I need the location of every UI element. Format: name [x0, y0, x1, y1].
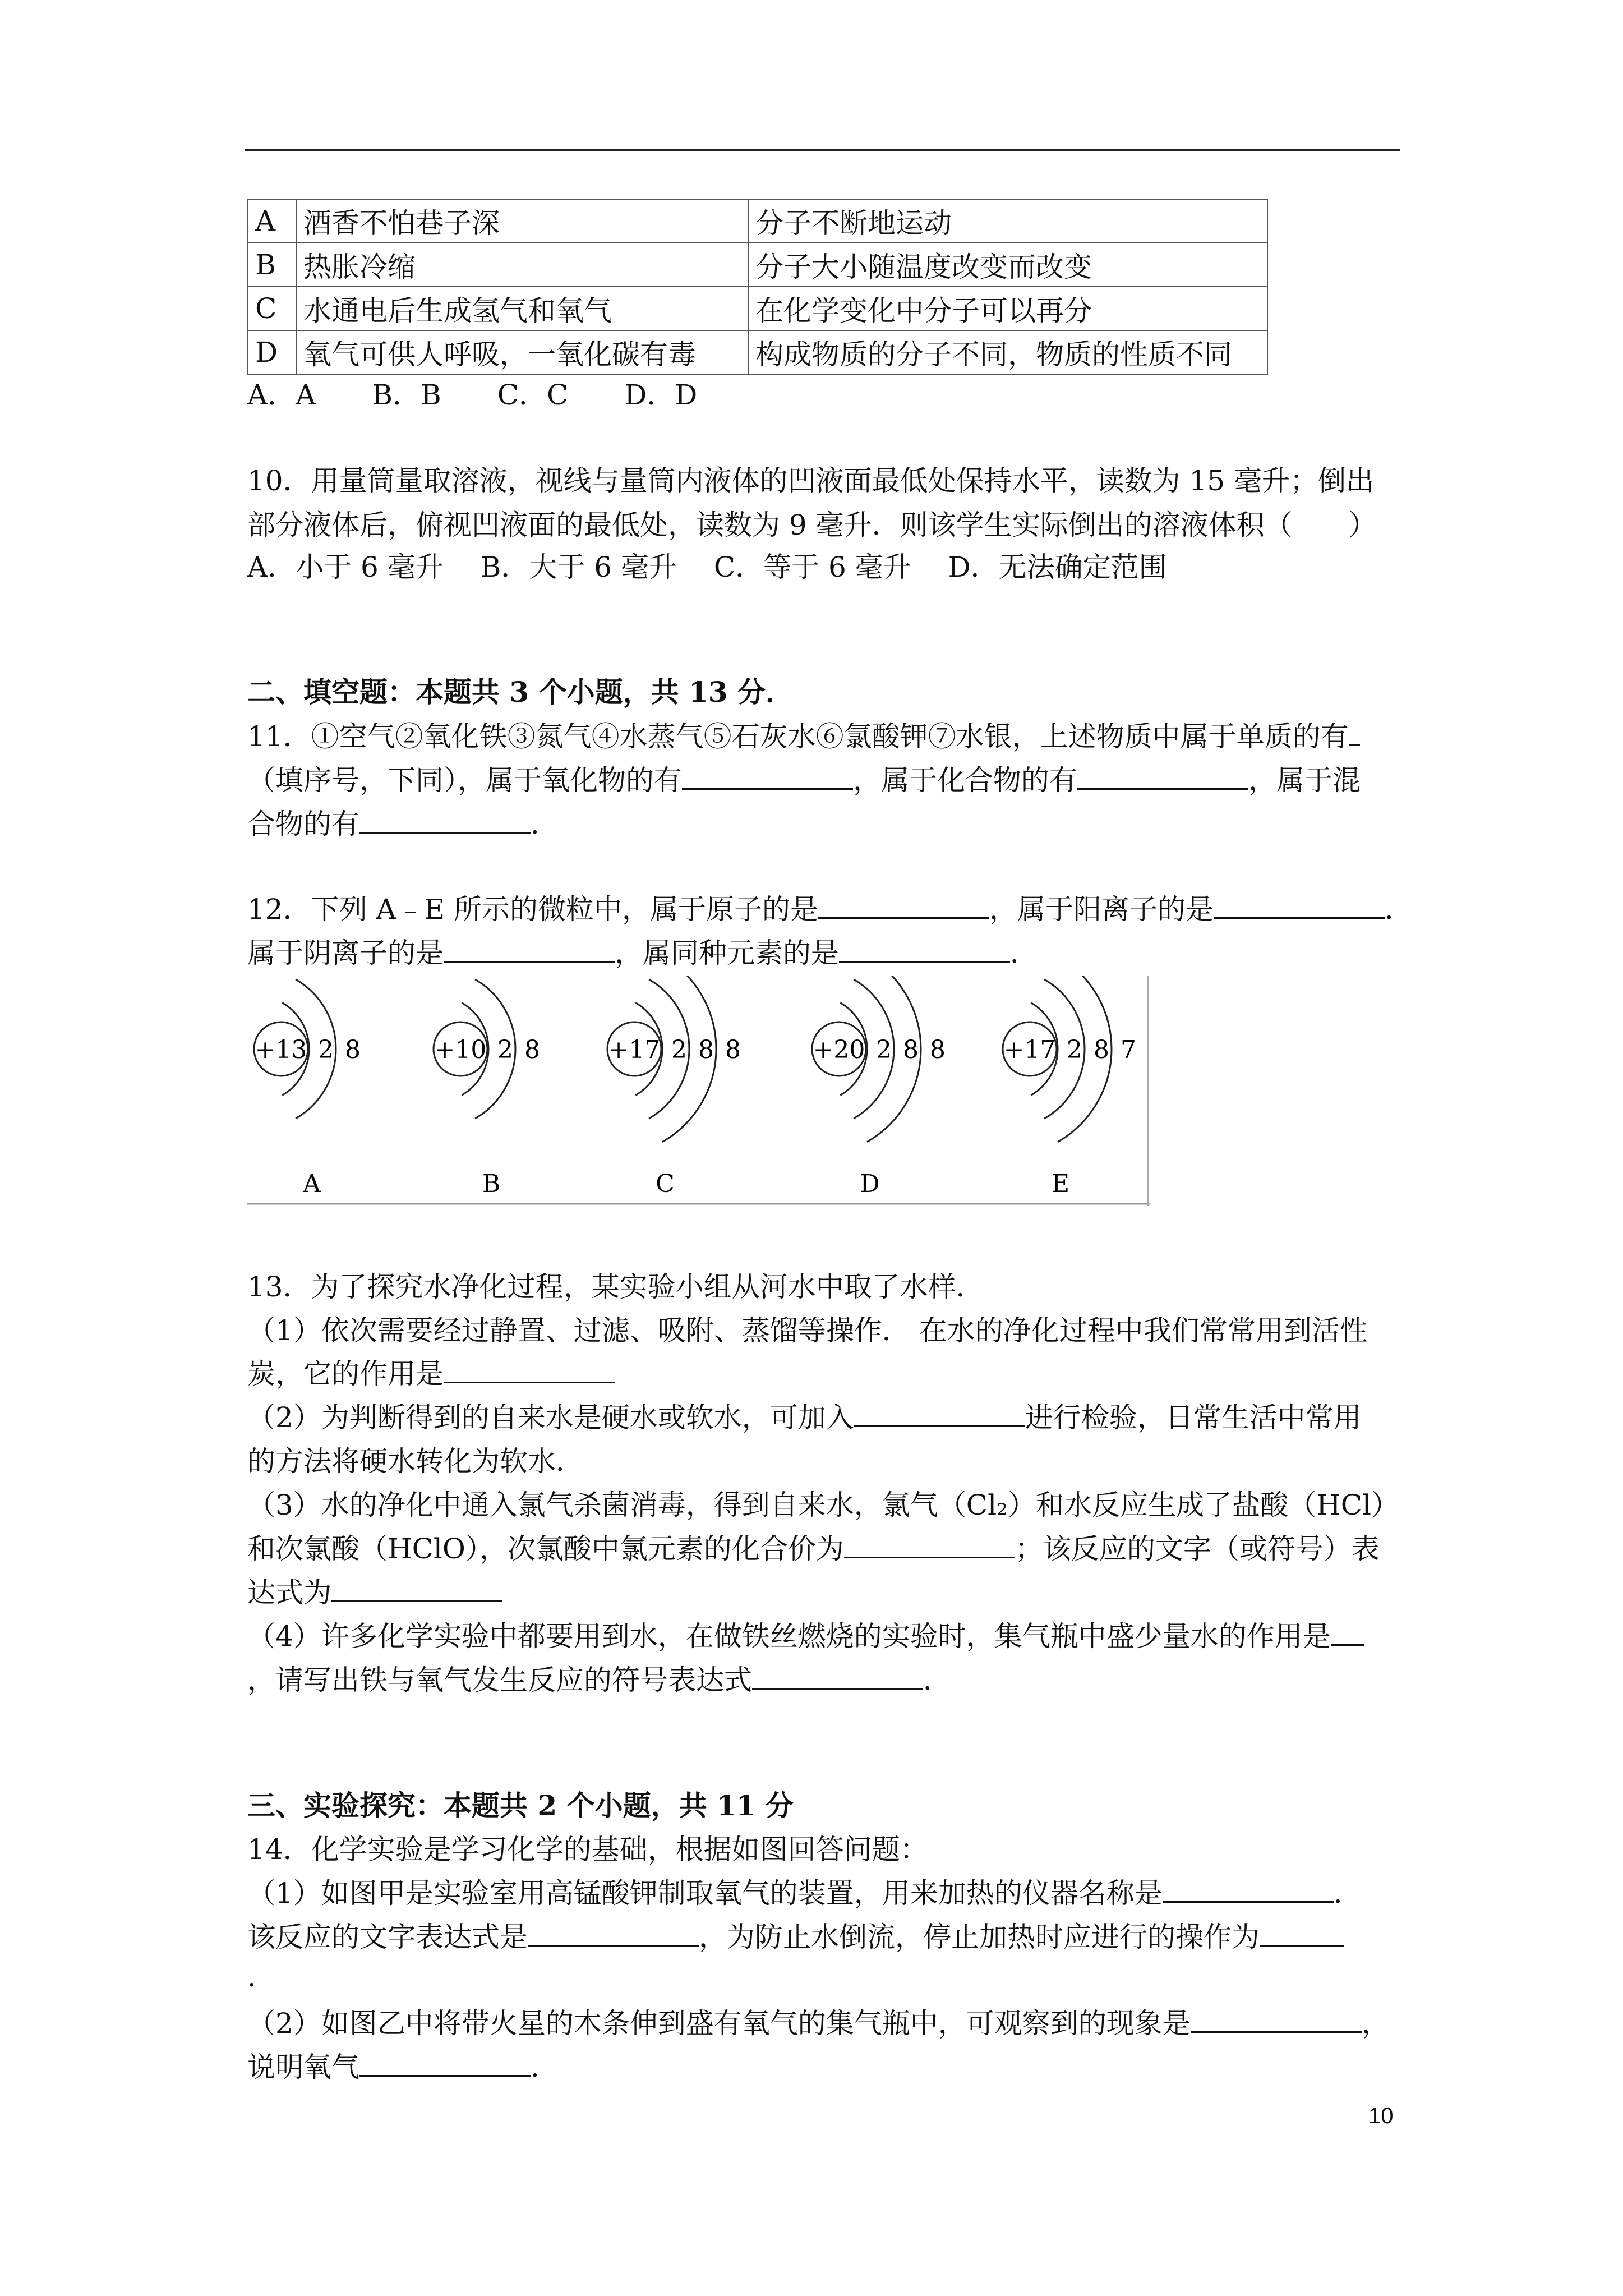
q13-text: ；该反应的文字（或符号）表 [1015, 1533, 1380, 1565]
q13-text: 进行检验，日常生活中常用 [1025, 1401, 1362, 1434]
q13-text: （4）许多化学实验中都要用到水，在做铁丝燃烧的实验时，集气瓶中盛少量水的作用是 [247, 1620, 1331, 1653]
answer-blank [331, 1572, 502, 1602]
particle-b [434, 979, 540, 1198]
q14-text: 说明氧气 [247, 2051, 359, 2083]
q13-text: （2）为判断得到的自来水是硬水或软水，可加入 [247, 1401, 854, 1434]
shell-electron-count: 8 [930, 1036, 946, 1064]
answer-blank [1331, 1616, 1364, 1646]
row-fact: 水通电后生成氢气和氧气 [296, 287, 748, 330]
q13-p3a: （3）水的净化中通入氯气杀菌消毒，得到自来水，氯气（Cl₂）和水反应生成了盐酸（HCl） [247, 1489, 1399, 1521]
section2-heading: 二、填空题：本题共 3 个小题，共 13 分． [247, 675, 794, 708]
q13-text: 炭，它的作用是 [247, 1358, 444, 1390]
q13-p2a [247, 1396, 1362, 1439]
q13-text: ． [923, 1664, 951, 1696]
q11-line3 [247, 802, 559, 846]
answer-blank [444, 933, 615, 963]
nucleus-charge: +10 [434, 1036, 487, 1064]
row-explanation: 分子不断地运动 [748, 199, 1267, 243]
particle-label: C [656, 1170, 675, 1198]
q11-text: ，属于混 [1248, 764, 1361, 797]
shell-electron-count: 8 [725, 1036, 741, 1064]
particle-label: B [482, 1170, 501, 1198]
row-explanation: 构成物质的分子不同，物质的性质不同 [748, 330, 1267, 374]
q14-p1c: ． [247, 1961, 275, 1993]
q13-intro: 13．为了探究水净化过程，某实验小组从河水中取了水样． [247, 1271, 984, 1303]
nucleus-charge: +13 [255, 1036, 307, 1064]
q10-line1: 10．用量筒量取溶液，视线与量筒内液体的凹液面最低处保持水平，读数为 15 毫升；倒出 [247, 464, 1375, 497]
shell-electron-count: 8 [1094, 1036, 1109, 1064]
q14-text: ． [531, 2051, 559, 2083]
row-fact: 氧气可供人呼吸，一氧化碳有毒 [296, 330, 748, 374]
q14-p1a [247, 1871, 1362, 1915]
shell-electron-count: 2 [671, 1036, 687, 1064]
q11-text: ，属于化合物的有 [853, 764, 1077, 797]
answer-blank [1163, 1873, 1334, 1903]
answer-blank [682, 760, 853, 790]
answer-blank [444, 1354, 615, 1383]
q13-p3b [247, 1527, 1380, 1571]
row-explanation: 在化学变化中分子可以再分 [748, 287, 1267, 330]
q14-p2b [247, 2045, 559, 2089]
row-explanation: 分子大小随温度改变而改变 [748, 243, 1267, 287]
q14-text: ， [1361, 2007, 1390, 2040]
answer-blank [839, 933, 1010, 963]
shell-electron-count: 8 [524, 1036, 540, 1064]
particle-c [607, 976, 741, 1198]
q11-text: 11．①空气②氧化铁③氮气④水蒸气⑤石灰水⑥氯酸钾⑦水银，上述物质中属于单质的有 [247, 720, 1349, 753]
particle-e [1003, 976, 1136, 1198]
row-fact: 热胀冷缩 [296, 243, 748, 287]
particle-label: E [1051, 1170, 1070, 1198]
q14-intro: 14．化学实验是学习化学的基础，根据如图回答问题： [247, 1833, 928, 1866]
table-row [248, 330, 1267, 374]
answer-blank [752, 1660, 923, 1690]
particle-label: A [303, 1170, 321, 1198]
shell-electron-count: 8 [903, 1036, 919, 1064]
q12-text: ，属于阳离子的是 [989, 893, 1214, 926]
q10-options: A．小于 6 毫升 B．大于 6 毫升 C．等于 6 毫升 D．无法确定范围 [247, 551, 1167, 583]
row-key: B [248, 243, 296, 287]
q13-p1a: （1）依次需要经过静置、过滤、吸附、蒸馏等操作． 在水的净化过程中我们常常用到活性 [247, 1314, 1368, 1347]
nucleus-charge: +17 [1003, 1036, 1056, 1064]
answer-blank [1191, 2003, 1362, 2033]
answer-blank [844, 1529, 1015, 1558]
shell-electron-count: 7 [1121, 1036, 1136, 1064]
row-fact: 酒香不怕巷子深 [296, 199, 748, 243]
q11-text: ． [531, 808, 559, 840]
answer-blank [1214, 889, 1385, 919]
q14-text: （2）如图乙中将带火星的木条伸到盛有氧气的集气瓶中，可观察到的现象是 [247, 2007, 1191, 2040]
q12-text: 12．下列 A﹣E 所示的微粒中，属于原子的是 [247, 893, 819, 926]
q12-text: ． [1010, 937, 1038, 969]
answer-blank [528, 1917, 699, 1947]
answer-blank [854, 1397, 1025, 1427]
q11-text: 合物的有 [247, 808, 359, 840]
row-key: D [248, 330, 296, 374]
q13-p4b [247, 1658, 951, 1702]
q11-text: （填序号，下同），属于氧化物的有 [247, 764, 682, 797]
row-key: C [248, 287, 296, 330]
q13-text: ，请写出铁与氧气发生反应的符号表达式 [247, 1664, 752, 1696]
q12-text: ． [1385, 893, 1413, 926]
q13-text: 达式为 [247, 1576, 331, 1609]
q13-p2b: 的方法将硬水转化为软水． [247, 1445, 584, 1478]
q14-text: ，为防止水倒流，停止加热时应进行的操作为 [699, 1921, 1260, 1953]
q11-line2 [247, 758, 1361, 802]
particle-label: D [860, 1170, 880, 1198]
answer-blank [1260, 1917, 1344, 1947]
q14-p1b [247, 1915, 1344, 1959]
q12-text: 属于阴离子的是 [247, 937, 444, 969]
q14-text: （1）如图甲是实验室用高锰酸钾制取氧气的装置，用来加热的仪器名称是 [247, 1877, 1163, 1910]
particle-structure-figure [247, 976, 1150, 1206]
q11-line1 [247, 715, 1360, 758]
q9-table [247, 199, 1268, 375]
header-rule [245, 149, 1400, 151]
row-key: A [248, 199, 296, 243]
answer-blank [1077, 760, 1248, 790]
q13-p4a [247, 1614, 1364, 1658]
shell-electron-count: 8 [698, 1036, 714, 1064]
q13-p1b [247, 1352, 615, 1396]
particle-a [254, 979, 361, 1198]
q9-options: A．A B．B C．C D．D [247, 379, 698, 411]
answer-blank [359, 804, 531, 834]
q13-p3c [247, 1571, 502, 1614]
shell-electron-count: 2 [318, 1036, 334, 1064]
table-row [248, 243, 1267, 287]
page-number: 10 [1368, 2104, 1394, 2128]
table-row [248, 199, 1267, 243]
q14-text: 该反应的文字表达式是 [247, 1921, 528, 1953]
q13-text: 和次氯酸（HClO），次氯酸中氯元素的化合价为 [247, 1533, 844, 1565]
shell-electron-count: 2 [497, 1036, 513, 1064]
q12-text: ，属同种元素的是 [615, 937, 839, 969]
nucleus-charge: +20 [813, 1036, 865, 1064]
section3-heading: 三、实验探究：本题共 2 个小题，共 11 分 [247, 1789, 794, 1822]
shell-electron-count: 2 [1067, 1036, 1082, 1064]
q12-line2 [247, 931, 1038, 975]
shell-electron-count: 8 [345, 1036, 361, 1064]
q12-line1 [247, 887, 1413, 931]
table-row [248, 287, 1267, 330]
nucleus-charge: +17 [608, 1036, 661, 1064]
q14-text: ． [1333, 1877, 1362, 1910]
q14-p2a [247, 2001, 1390, 2045]
shell-electron-count: 2 [876, 1036, 892, 1064]
answer-blank [1349, 716, 1360, 746]
particle-d [812, 976, 946, 1198]
answer-blank [818, 889, 989, 919]
q10-line2: 部分液体后，俯视凹液面的最低处，读数为 9 毫升．则该学生实际倒出的溶液体积（ ） [247, 509, 1377, 541]
answer-blank [359, 2047, 531, 2077]
